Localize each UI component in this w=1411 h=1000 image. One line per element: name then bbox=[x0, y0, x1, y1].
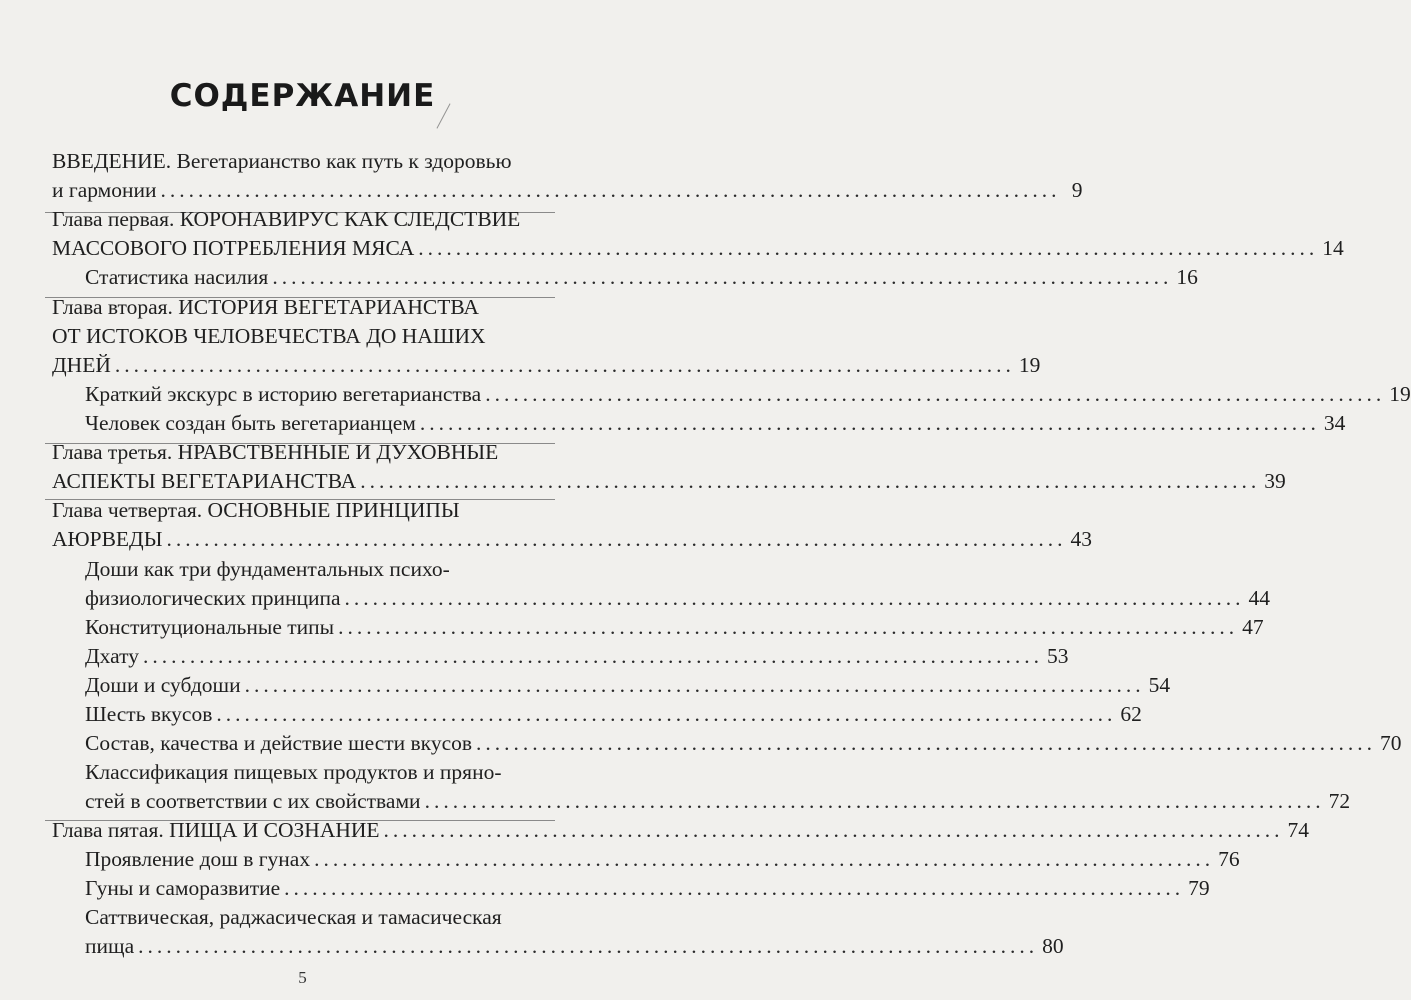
toc-leader-dots: ................................................................................................ bbox=[142, 644, 1043, 668]
toc-entry-17-page: 79 bbox=[1188, 876, 1210, 900]
toc-entry-13-line1: Состав, качества и действие шести вкусов bbox=[85, 731, 473, 755]
toc-entry-8[interactable] bbox=[85, 584, 1271, 612]
toc-entry-7-line2: АЮРВЕДЫ bbox=[52, 527, 163, 551]
toc-entry-6-page: 39 bbox=[1264, 469, 1286, 493]
page-title: СОДЕРЖАНИЕ bbox=[169, 78, 436, 114]
toc-entry-11-page: 54 bbox=[1148, 673, 1171, 697]
toc-entry-2-line1: Статистика насилия bbox=[85, 265, 269, 289]
page-number: 5 bbox=[298, 968, 307, 987]
toc-entry-7[interactable] bbox=[52, 525, 1092, 553]
toc-entry-1[interactable] bbox=[52, 234, 1344, 262]
toc-leader-dots: ................................................................................................ bbox=[114, 353, 1015, 377]
toc-leader-dots: ................................................................................................ bbox=[383, 818, 1284, 842]
toc-leader-dots: ................................................................................................ bbox=[216, 702, 1117, 726]
toc-entry-9[interactable] bbox=[85, 613, 1264, 641]
toc-entry-18-line1: Саттвическая, раджасическая и тамасическая bbox=[85, 905, 502, 929]
toc-entry-16-page: 76 bbox=[1218, 847, 1240, 871]
toc-entry-5-line1: Человек создан быть вегетарианцем bbox=[85, 411, 416, 435]
toc-entry-4-line1: Краткий экскурс в историю вегетарианства bbox=[85, 382, 482, 406]
toc-entry-17-line1: Гуны и саморазвитие bbox=[85, 876, 281, 900]
toc-entry-3[interactable] bbox=[52, 351, 1041, 379]
toc-entry-10-page: 53 bbox=[1046, 644, 1069, 668]
toc-entry-6[interactable] bbox=[52, 467, 1286, 495]
toc-leader-dots: ................................................................................................ bbox=[344, 586, 1245, 610]
toc-leader-dots: ................................................................................................ bbox=[476, 731, 1377, 755]
toc-entry-1-page: 14 bbox=[1322, 236, 1344, 260]
toc-leader-dots: ................................................................................................ bbox=[418, 236, 1319, 260]
toc-entry-1-line1: Глава первая. КОРОНАВИРУС КАК СЛЕДСТВИЕ bbox=[52, 207, 521, 231]
toc-leader-dots: ................................................................................................ bbox=[272, 265, 1173, 289]
toc-entry-8-line1: Доши как три фундаментальных психо- bbox=[85, 557, 450, 581]
toc-entry-11[interactable] bbox=[85, 671, 1171, 699]
toc-entry-0-page: 9 bbox=[1071, 178, 1083, 202]
toc-leader-dots: ................................................................................................ bbox=[160, 178, 1061, 202]
toc-entry-13-page: 70 bbox=[1380, 731, 1402, 755]
toc-entry-8-page: 44 bbox=[1248, 586, 1271, 610]
toc-entry-12-line1: Шесть вкусов bbox=[85, 702, 213, 726]
toc-entry-9-line1: Конституциональные типы bbox=[85, 615, 335, 639]
toc-entry-16-line1: Проявление дош в гунах bbox=[85, 847, 311, 871]
toc-entry-3-line1: Глава вторая. ИСТОРИЯ ВЕГЕТАРИАНСТВА bbox=[52, 295, 479, 319]
toc-entry-6-line1: Глава третья. НРАВСТВЕННЫЕ И ДУХОВНЫЕ bbox=[52, 440, 499, 464]
toc-entry-11-line1: Доши и субдоши bbox=[85, 673, 241, 697]
toc-leader-dots: ................................................................................................ bbox=[284, 876, 1185, 900]
toc-entry-18-line2: пища bbox=[85, 934, 135, 958]
toc-entry-15[interactable] bbox=[52, 816, 1310, 844]
toc-entry-10-line1: Дхату bbox=[85, 644, 139, 668]
toc-entry-12-page: 62 bbox=[1120, 702, 1142, 726]
toc-entry-3-line3: ДНЕЙ bbox=[52, 353, 111, 377]
toc-entry-18-page: 80 bbox=[1042, 934, 1064, 958]
toc-leader-dots: ................................................................................................ bbox=[424, 789, 1325, 813]
toc-entry-0[interactable] bbox=[52, 176, 1083, 204]
toc-entry-8-line2: физиологических принципа bbox=[85, 586, 341, 610]
toc-entry-0-line1: ВВЕДЕНИЕ. Вегетарианство как путь к здоровью bbox=[52, 149, 512, 173]
toc-entry-16[interactable] bbox=[85, 845, 1240, 873]
toc-leader-dots: ................................................................................................ bbox=[244, 673, 1145, 697]
toc-entry-17[interactable] bbox=[85, 874, 1210, 902]
toc-entry-6-line2: АСПЕКТЫ ВЕГЕТАРИАНСТВА bbox=[52, 469, 357, 493]
toc-entry-9-page: 47 bbox=[1242, 615, 1264, 639]
toc-entry-15-page: 74 bbox=[1287, 818, 1310, 842]
toc-leader-dots: ................................................................................................ bbox=[138, 934, 1039, 958]
toc-leader-dots: ................................................................................................ bbox=[338, 615, 1239, 639]
toc-leader-dots: ................................................................................................ bbox=[419, 411, 1320, 435]
toc-entry-4[interactable] bbox=[85, 380, 1411, 408]
toc-entry-3-line2: ОТ ИСТОКОВ ЧЕЛОВЕЧЕСТВА ДО НАШИХ bbox=[52, 324, 486, 348]
toc-entry-14-page: 72 bbox=[1328, 789, 1351, 813]
toc-entry-3-page: 19 bbox=[1018, 353, 1041, 377]
toc-entry-14-line2: стей в соответствии с их свойствами bbox=[85, 789, 421, 813]
toc-entry-10[interactable] bbox=[85, 642, 1069, 670]
toc-entry-0-line2: и гармонии bbox=[52, 178, 157, 202]
toc-entry-12[interactable] bbox=[85, 700, 1142, 728]
toc-entry-5[interactable] bbox=[85, 409, 1346, 437]
toc-leader-dots: ................................................................................................ bbox=[360, 469, 1261, 493]
toc-entry-14[interactable] bbox=[85, 787, 1351, 815]
toc-entry-18[interactable] bbox=[85, 932, 1064, 960]
toc-leader-dots: ................................................................................................ bbox=[166, 527, 1067, 551]
toc-entry-5-page: 34 bbox=[1323, 411, 1346, 435]
toc-entry-7-line1: Глава четвертая. ОСНОВНЫЕ ПРИНЦИПЫ bbox=[52, 498, 460, 522]
toc-entry-2[interactable] bbox=[85, 263, 1198, 291]
toc-entry-13[interactable] bbox=[85, 729, 1402, 757]
toc-entry-2-page: 16 bbox=[1176, 265, 1198, 289]
toc-leader-dots: ................................................................................................ bbox=[485, 382, 1386, 406]
toc-leader-dots: ................................................................................................ bbox=[314, 847, 1215, 871]
toc-entry-14-line1: Классификация пищевых продуктов и пряно- bbox=[85, 760, 502, 784]
toc-entry-15-line1: Глава пятая. ПИЩА И СОЗНАНИЕ bbox=[52, 818, 380, 842]
toc-entry-4-page: 19 bbox=[1389, 382, 1411, 406]
toc-entry-1-line2: МАССОВОГО ПОТРЕБЛЕНИЯ МЯСА bbox=[52, 236, 415, 260]
toc-entry-7-page: 43 bbox=[1070, 527, 1092, 551]
